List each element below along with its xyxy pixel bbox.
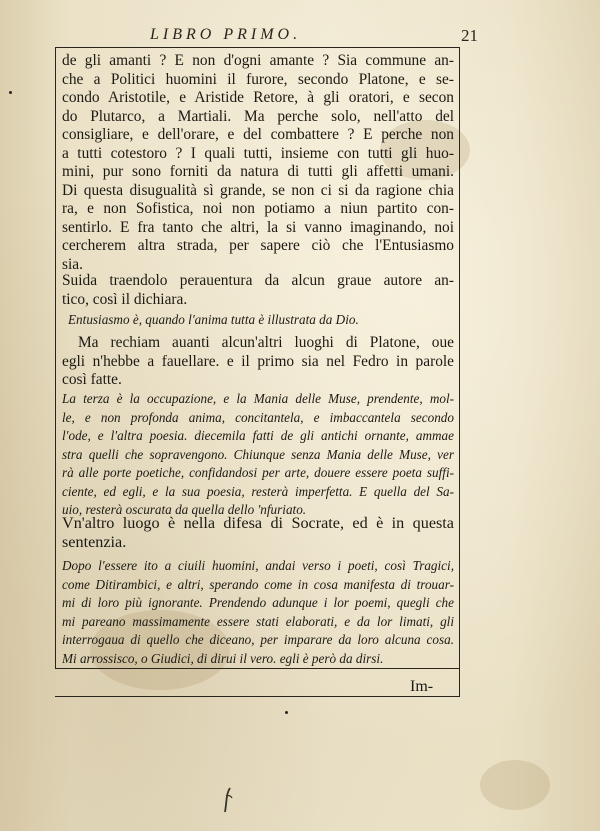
paper-stain [480,760,550,810]
ink-mark [221,786,235,820]
text-line: Vn'altro luogo è nella difesa di Socrate, ed è in questa [62,514,454,532]
text-line: come Ditirambici, e altri, sperando come in cosa manifesta di trouar- [62,576,454,592]
text-line: sentirlo. E fra tanto che altri, la si vanno imaginando, noi [62,218,454,236]
text-line: sentenzia. [62,532,127,551]
text-line: l'ode, e l'altra poesia. diecemila fatti de gli antichi ornante, ammae [62,428,454,443]
text-line: rà alle porte poetiche, confidandosi per arte, douere essere poeta suffi- [62,465,454,480]
text-line: Dopo l'essere ito a ciuili huomini, andai verso i poeti, così Tragici, [62,558,454,573]
header-rule [55,47,460,48]
page-header [55,25,478,47]
text-line: condo Aristotile, e Aristide Retore, à gli oratori, e secon [62,89,454,106]
text-line: che a Politici huomini il furore, secondo Platone, e se- [62,70,454,88]
text-line: mi di loro più ignorante. Prendendo adunque i lor poemi, quegli che [62,595,454,610]
text-line: sia. [62,255,83,273]
text-line: stra quelli che sopravengono. Chiunque senza Mania delle Muse, ver [62,446,454,462]
text-line: Entusiasmo è, quando l'anima tutta è illustrata da Dio. [68,312,359,327]
running-title: LIBRO PRIMO. [150,26,302,43]
frame-right-rule [459,47,460,697]
catchword: Im- [410,678,434,695]
ink-stroke-icon [221,786,235,814]
margin-mark [9,91,12,94]
text-line: a tutti cotestoro ? I quali tutti, insieme con tutti gli huo- [62,144,454,162]
text-line: così fatte. [62,371,122,388]
text-line: cercherem altra strada, per sapere ciò che l'Entusiasmo [62,237,454,254]
text-line: Suida traendolo perauentura da alcun graue autore an- [62,272,454,289]
text-line: de gli amanti ? E non d'ogni amante ? Sia commune an- [62,52,454,69]
paragraph [62,334,454,390]
quotation [62,557,454,668]
text-line: interrogaua di quello che diceano, per imparare da loro alcuna cosa. [62,632,454,647]
text-line: Di questa disugualità sì grande, se non ci si da ragione chia [62,181,454,199]
text-line: do Plutarco, a Martiali. Ma perche solo, nell'atto del [62,107,454,125]
text-line: uio, resterà oscurata da quella dello 'nfuriato. [62,502,307,517]
text-line: consigliare, e dell'orare, e del combattere ? E perche non [62,126,454,143]
quotation [68,311,454,330]
paragraph [62,272,454,309]
text-line: tico, così il dichiara. [62,290,188,308]
text-line: Mi arrossisco, o Giudici, di dirui il vero. egli è però da dirsi. [62,650,384,666]
paragraph [62,52,454,274]
text-line: mi pareano massimamente essere stati elaborati, e da lor limati, gli [62,613,454,629]
text-line: egli n'hebbe a fauellare. e il primo sia nel Fedro in parole [62,352,454,370]
text-line: La terza è la occupazione, e la Mania delle Muse, prendente, mol- [62,391,454,406]
paragraph [62,514,454,551]
ornament-dot [285,711,288,714]
text-line: ra, e non Sofistica, noi non potiamo a niun partito con- [62,200,454,217]
text-line: mini, pur sono forniti da natura di tutti gli affetti umani. [62,163,454,180]
footer-rule [55,668,460,669]
text-line: Ma rechiam auanti alcun'altri luoghi di Platone, oue [78,334,454,351]
page-number: 21 [461,26,478,45]
catchword-rule [55,696,460,697]
text-line: ciente, ed egli, e la sua poesia, resterà imperfetta. E quella del Sa- [62,483,454,499]
quotation [62,390,454,520]
frame-left-rule [55,47,56,669]
text-line: le, e non profonda anima, concitantela, e imbaccantela secondo [62,409,454,425]
